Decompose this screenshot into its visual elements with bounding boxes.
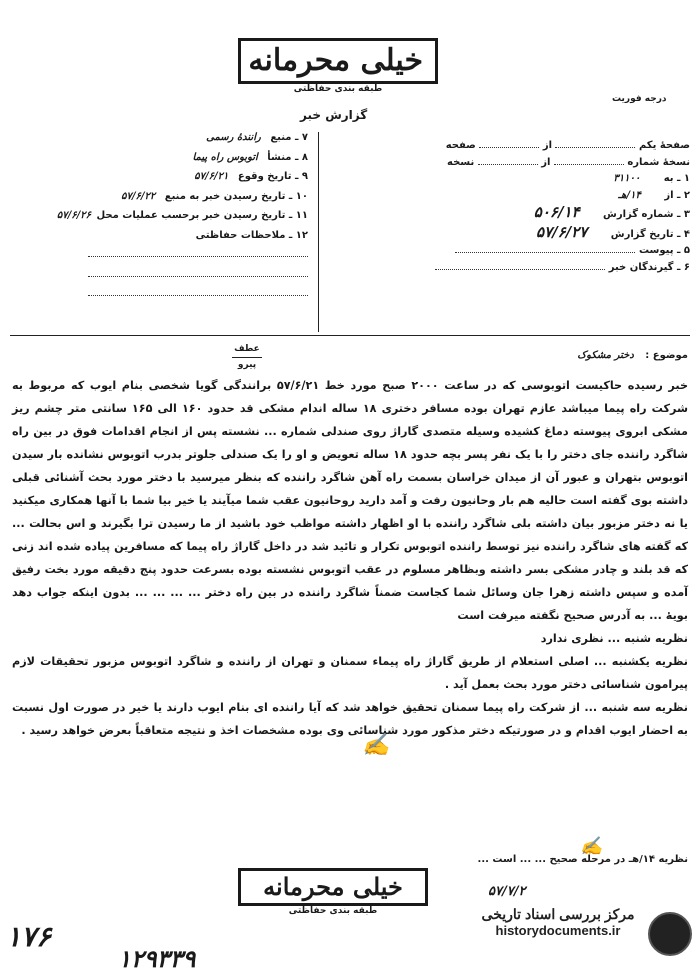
left-header-fields (8, 128, 308, 304)
field-from: ۲ ـ از ۱۴/هـ (618, 189, 690, 201)
field-to: ۱ ـ به ۳۱۱۰۰ (613, 173, 690, 184)
footer-classification-sublabel: طبقه بندی حفاظتی (288, 906, 378, 916)
footer-handwritten-date: ۵۷/۷/۲ (488, 884, 526, 899)
signature-mark-1: ✍ (362, 732, 390, 758)
header-bottom-rule (10, 335, 690, 336)
body-paragraph-main: خبر رسیده حاکیست اتوبوسی که در ساعت ۲۰۰۰ صبح مورد خط ۵۷/۶/۲۱ برانندگی گویا شخصی بنام ایوب که مربوط به شرکت راه پیما میباشد عازم تهران بوده مسافر دختری ۱۸ ساله اندام مشکی قد حدود ۱۶۰ الی ۱۶۵ سانتی متر چشم ریز مشکی ابروی پیوسته دماغ کشیده وسیله متصدی گاراژ روی صندلی شماره ... نشسته پس از انجام اقدامات فوق در بین راه شاگرد راننده جای دختر را با یک نفر پسر بچه حدود ۱۸ ساله تعویض و او را یک صندلی جلوتر بدرب اتوبوس نشانده بار سیدن اتوبوس بتهران و عبور آن از میدان خراسان بسمت راه آهن شاگرد راننده که بنظر میرسید با دختر مورد بحث آشنائی قبلی داشته بوی گفته است حالیه هم بار وحانیون رفت و آمد دارید روحانیون عقب شما میآیند یا خیر بیا شما با آنها همکاری میکنید یا نه دختر مزبور بیان داشته بلی شاگرد راننده با او اظهار داشته مواظب خود باشید از ما رسیدن ترا بگیرند و اس بحالت ... که گفته های شاگرد راننده نیز توسط راننده اتوبوس تکرار و تائید شد در داخل گاراژ راه پیما که مسافرین پیاده شده اند زنی که قد بلند و چادر مشکی بسر داشته وبظاهر مسلوم در عقب اتوبوس نشسته بوده بسرعت حدود پنج دقیقه مورد بخت رفیق آمده و سپس داشته زهرا جان وسائل شما کجاست ضمناً شاگرد راننده در بین راه دختر ... ... ... ... بدون اینکه جواب دهد بویهٔ ... به آدرس صحیح نگفته میرفت است (12, 379, 689, 622)
field-source: ۷ ـ منبع رانندهٔ رسمی (206, 132, 308, 143)
field-news-to-source-date: ۱۰ ـ تاریخ رسیدن خبر به منبع ۵۷/۶/۲۲ (121, 190, 308, 202)
field-report-number: ۳ ـ شماره گزارش ۵۰۶/۱۴ (533, 203, 690, 221)
body-paragraph-tuesday: نظریه سه شنبه ... از شرکت راه پیما سمنان تحقیق خواهد شد که آیا راننده ای بنام ایوب دارند یا خیر در صورت اول نسبت به احضار ایوب اقدام و در صورتیکه دختر مذکور مورد شناسائی وی بوده مشخصات اخذ و نتیجه متعاقباً بعرض خواهد رسید . (12, 701, 688, 737)
classification-stamp-bottom (238, 868, 428, 916)
handwritten-number-bottom: ۱۲۹۳۳۹ (118, 944, 196, 973)
field-occurrence-date: ۹ ـ تاریخ وقوع ۵۷/۶/۲۱ (194, 171, 308, 182)
report-body (12, 374, 688, 742)
subject-line: موضوع : دختر مشکوک (577, 350, 688, 361)
classification-sublabel: طبقه بندی حفاظتی (293, 84, 383, 94)
field-copy-of: نسخهٔ شماره از نسخه (447, 156, 690, 168)
notes-line-2 (8, 265, 308, 285)
handwritten-number-top: ۱۷۶ (6, 920, 52, 953)
body-paragraph-saturday: نظریه شنبه ... نظری ندارد (540, 632, 688, 645)
reference-block (232, 342, 262, 373)
watermark-en: historydocuments.ir (495, 923, 621, 938)
notes-line-3 (8, 284, 308, 304)
peyro-label: پیرو (237, 360, 257, 370)
watermark-logo-icon (648, 912, 692, 956)
atf-label: عطف (234, 344, 260, 354)
field-recipients: ۶ ـ گیرندگان خبر (390, 260, 690, 277)
field-news-arrival-date: ۱۱ ـ تاریخ رسیدن خبر برحسب عملیات محل ۵۷/۶/۲۶ (56, 210, 308, 221)
classification-label: خیلی محرمانه (238, 38, 438, 84)
field-security-notes: ۱۲ ـ ملاحظات حفاظتی (195, 229, 308, 241)
report-type: گزارش خبر (300, 108, 368, 122)
header-divider (318, 132, 319, 332)
priority-label: درجه فوریت (612, 94, 667, 104)
classification-stamp-top (238, 38, 438, 94)
field-attachment: ۵ ـ پیوست (390, 243, 690, 260)
subject-label: موضوع (652, 350, 688, 361)
reference-rule (232, 357, 262, 358)
footer-classification-label: خیلی محرمانه (238, 868, 428, 906)
field-report-date: ۴ ـ تاریخ گزارش ۵۷/۶/۲۷ (536, 222, 690, 241)
subject-value: دختر مشکوک (577, 350, 634, 361)
watermark (478, 906, 638, 938)
body-paragraph-sunday: نظریه یکشنبه ... اصلی استعلام از طریق گاراژ راه پیماء سمنان و تهران از راننده و شاگرد اتوبوس مزبور تحقیقات لازم پیرامون شناسائی دختر مورد بحث بعمل آید . (12, 655, 688, 691)
right-header-fields (390, 138, 690, 276)
watermark-fa: مرکز بررسی اسناد تاریخی (481, 906, 635, 922)
signature-mark-2: ✍ (580, 836, 603, 857)
notes-line-1 (8, 245, 308, 265)
field-origin: ۸ ـ منشأ اتوبوس راه پیما (192, 151, 308, 163)
field-page-of: صفحهٔ یکم از صفحه (445, 140, 690, 151)
signature-note: نظریه ۱۴/هـ در مرحله صحیح ... ... است ... (477, 854, 688, 865)
